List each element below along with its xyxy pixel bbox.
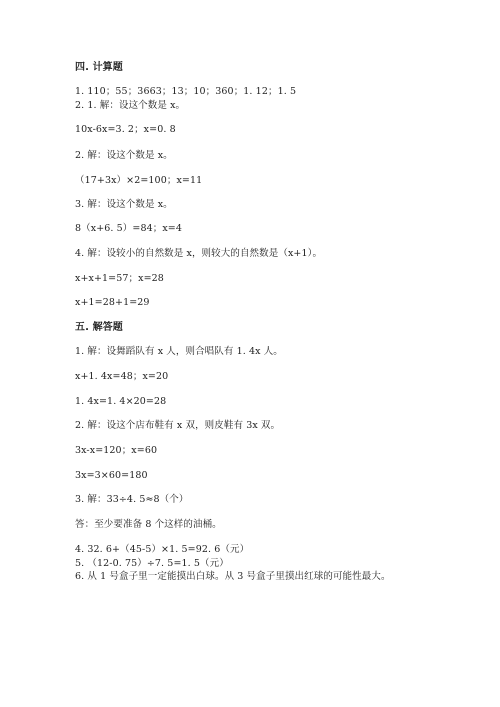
- answer-line: x+x+1=57；x=28: [75, 273, 164, 284]
- answer-line: 6. 从 1 号盒子里一定能摸出白球。从 3 号盒子里摸出红球的可能性最大。: [75, 571, 391, 582]
- answer-line: 4. 解：设较小的自然数是 x，则较大的自然数是（x+1）。: [75, 248, 323, 259]
- answer-line: 2. 1. 解：设这个数是 x。: [75, 100, 186, 111]
- section-heading-word-problems: 五. 解答题: [75, 322, 123, 333]
- answer-line: 3x-x=120；x=60: [75, 445, 158, 456]
- answer-line: （17+3x）×2=100；x=11: [75, 175, 203, 186]
- answer-line: 10x-6x=3. 2；x=0. 8: [75, 124, 176, 135]
- answer-line: 5. （12-0. 75）÷7. 5=1. 5（元）: [75, 558, 229, 569]
- answer-line: 3. 解：33÷4. 5≈8（个）: [75, 494, 189, 505]
- answer-line: x+1. 4x=48；x=20: [75, 371, 169, 382]
- answer-line: 2. 解：设这个数是 x。: [75, 150, 173, 161]
- answer-line: 3. 解：设这个数是 x。: [75, 199, 173, 210]
- answer-line: 1. 110；55；3663；13；10；360；1. 12；1. 5: [75, 86, 297, 97]
- answer-line: 答：至少要准备 8 个这样的油桶。: [75, 519, 222, 530]
- answer-line: 1. 解：设舞蹈队有 x 人，则合唱队有 1. 4x 人。: [75, 346, 283, 357]
- answer-line: 3x=3×60=180: [75, 470, 148, 481]
- answer-line: 8（x+6. 5）=84；x=4: [75, 223, 182, 234]
- answer-line: x+1=28+1=29: [75, 297, 150, 308]
- section-heading-calculation: 四. 计算题: [75, 62, 123, 73]
- answer-line: 4. 32. 6+（45-5）×1. 5=92. 6（元）: [75, 544, 250, 555]
- answer-line: 2. 解：设这个店布鞋有 x 双，则皮鞋有 3x 双。: [75, 420, 281, 431]
- answer-line: 1. 4x=1. 4×20=28: [75, 396, 167, 407]
